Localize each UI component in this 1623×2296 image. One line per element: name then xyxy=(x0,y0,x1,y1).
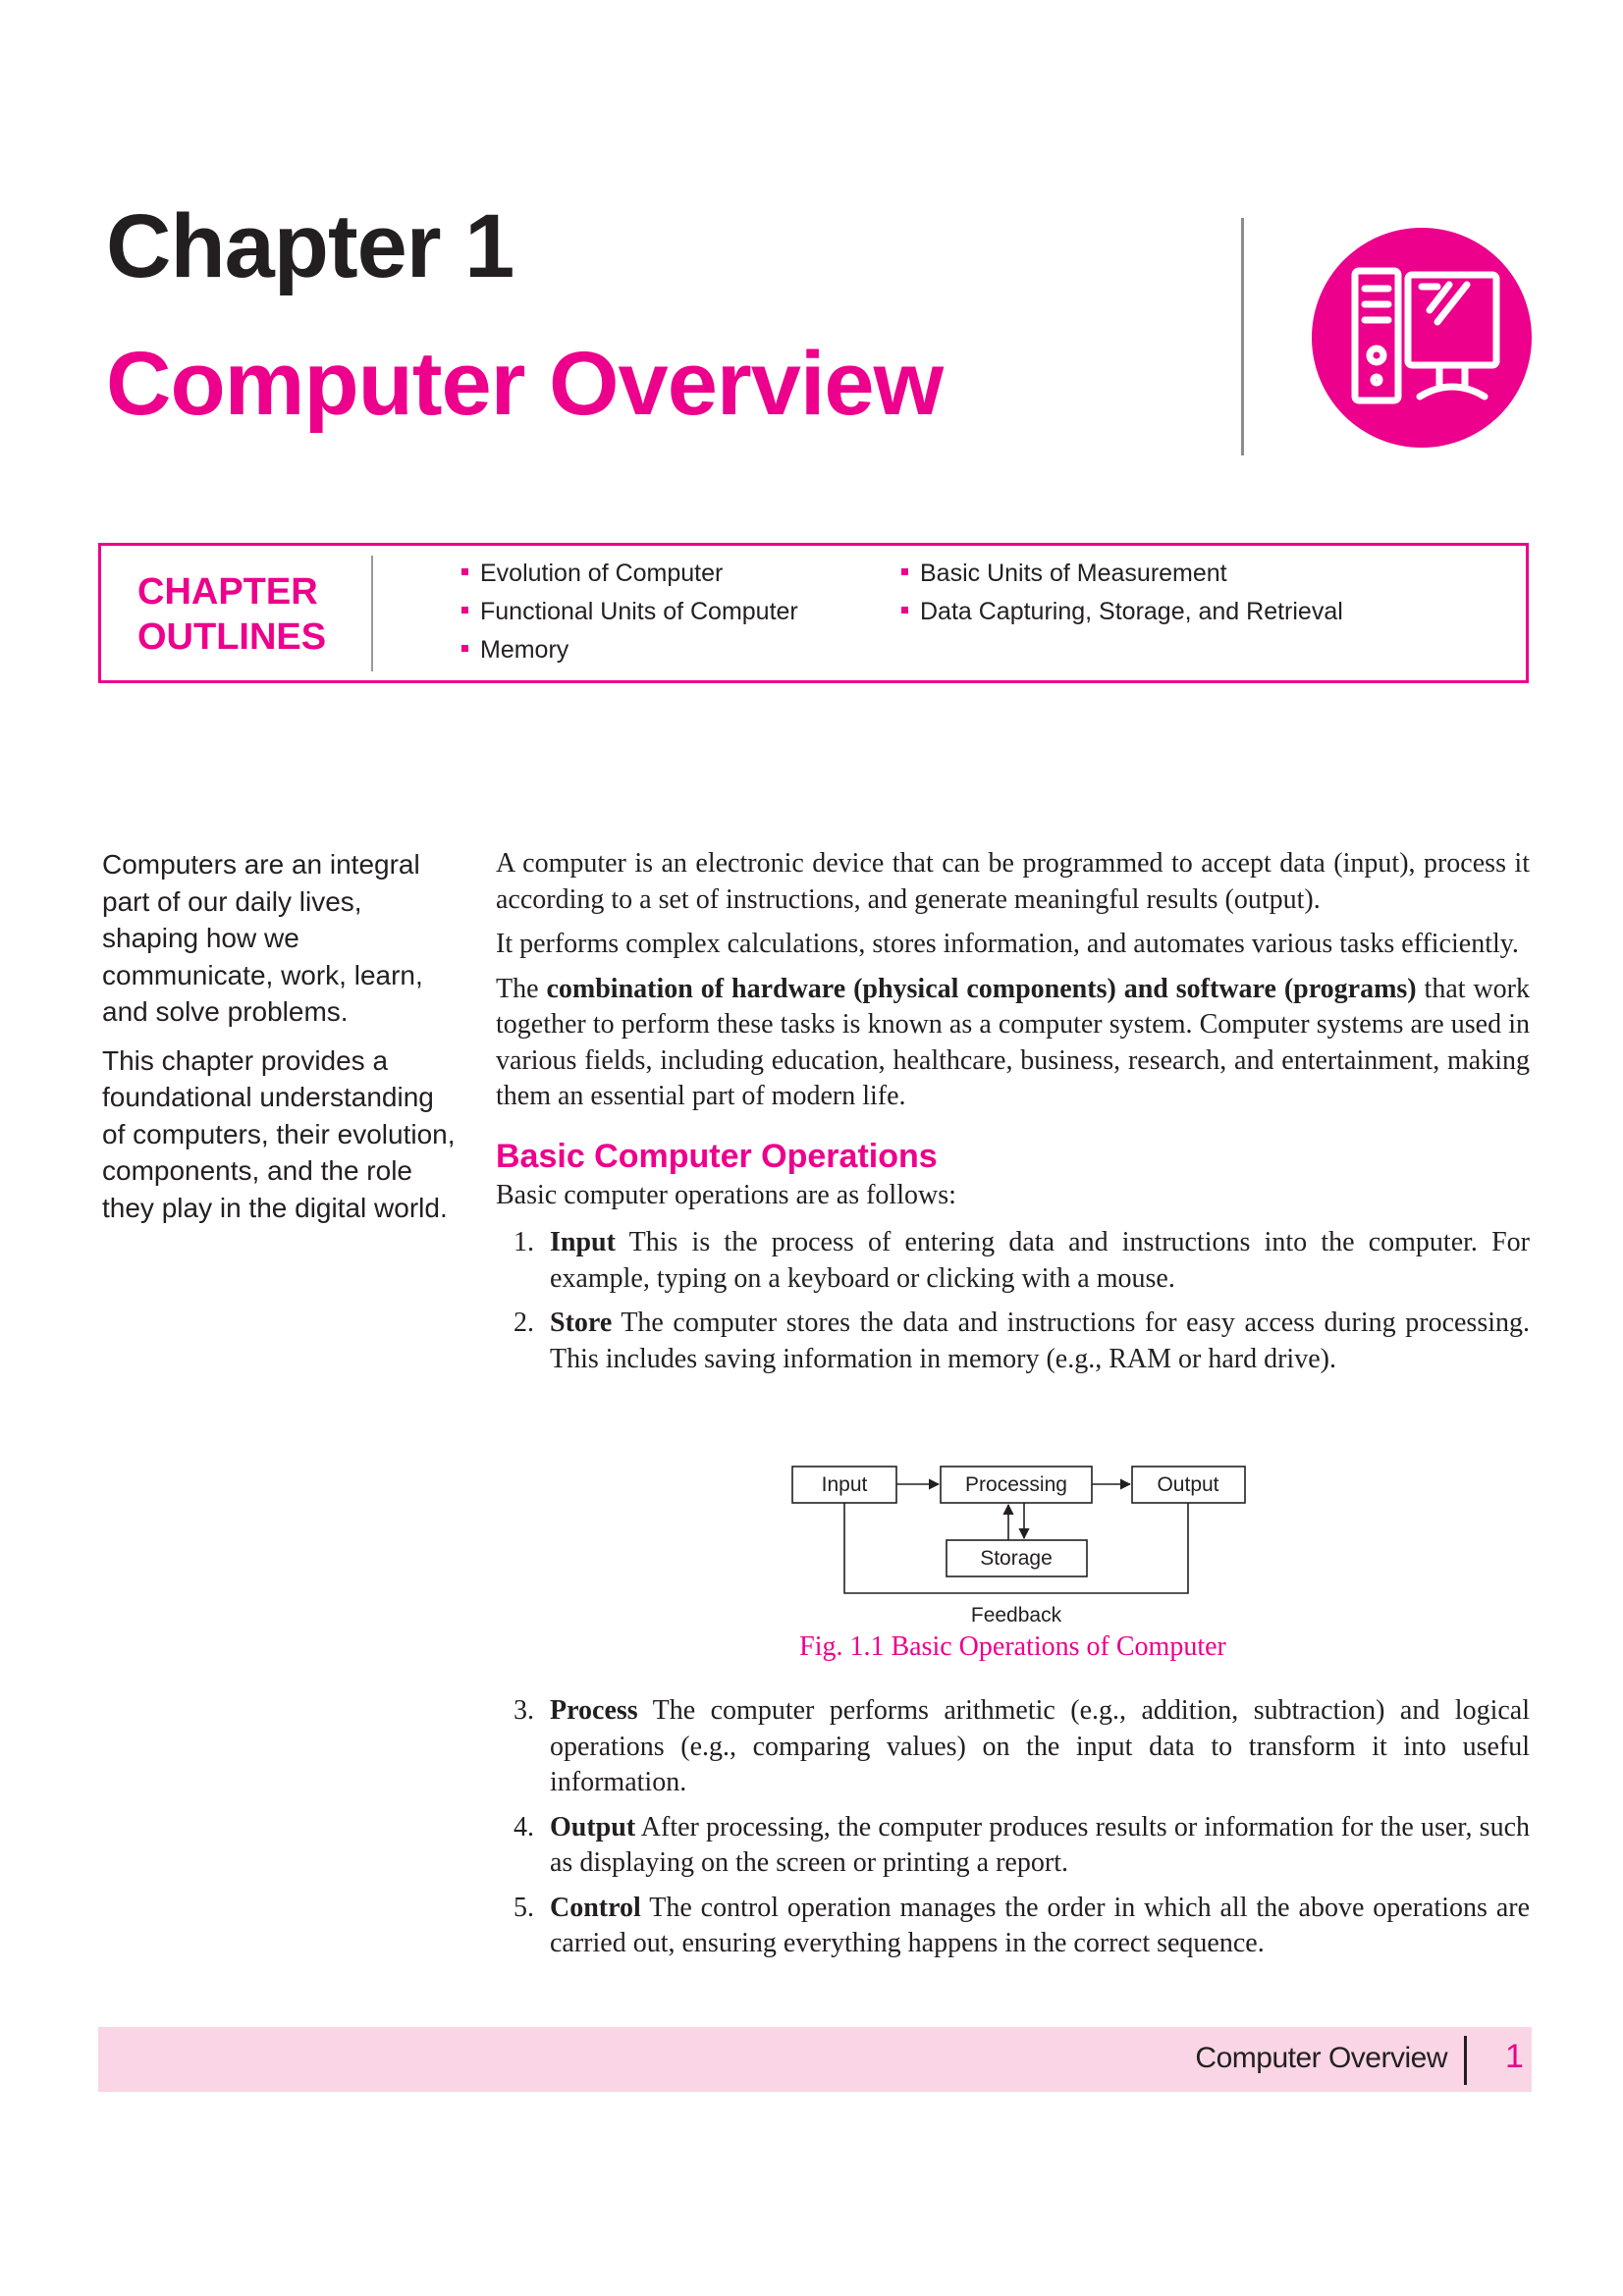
list-text: This is the process of entering data and instructions into the computer. For example, typing on a keyboard or clicking with a mouse. xyxy=(550,1227,1530,1294)
list-item xyxy=(496,1225,1530,1297)
sidebar-paragraph: Computers are an integral part of our daily lives, shaping how we communicate, work, learn, and solve problems. xyxy=(102,849,423,1027)
storage-label: Storage xyxy=(980,1547,1053,1570)
list-term: Store xyxy=(550,1308,613,1338)
outline-item: Memory xyxy=(460,631,798,669)
list-term: Process xyxy=(550,1695,638,1726)
header-divider xyxy=(1241,218,1244,455)
outlines-column-1 xyxy=(460,555,798,669)
list-number: 1. xyxy=(514,1227,534,1257)
list-number: 2. xyxy=(514,1308,534,1338)
feedback-label: Feedback xyxy=(970,1604,1062,1627)
list-item xyxy=(496,1693,1530,1801)
body-paragraph xyxy=(496,972,1530,1115)
processing-label: Processing xyxy=(965,1473,1067,1496)
list-item xyxy=(496,1810,1530,1882)
chapter-title: Computer Overview xyxy=(106,334,944,434)
body-bold-text: combination of hardware (physical components) and software (programs) xyxy=(546,973,1417,1004)
body-paragraph: A computer is an electronic device that can be programmed to accept data (input), process it according to a set of instructions, and generate meaningful results (output). xyxy=(496,848,1530,915)
desktop-computer-icon-graphic xyxy=(1312,228,1532,448)
chapter-outlines-heading xyxy=(137,569,353,660)
output-label: Output xyxy=(1157,1473,1219,1496)
list-number: 4. xyxy=(514,1811,534,1842)
list-term: Output xyxy=(550,1811,636,1842)
operations-list xyxy=(496,1693,1530,1962)
main-body xyxy=(496,846,1530,1386)
list-number: 3. xyxy=(514,1695,534,1726)
outlines-heading-line-2: OUTLINES xyxy=(137,616,327,658)
main-body-continued xyxy=(496,1693,1530,1971)
body-text: that work together to perform these tasks is known as a computer system. Computer systems are used in various fields, including education, healthcare, business, research, and entertainment, making them an essential part of modern life. xyxy=(496,973,1531,1111)
list-term: Input xyxy=(550,1227,616,1257)
sidebar-intro xyxy=(102,846,456,1238)
outline-item: Evolution of Computer xyxy=(460,555,798,593)
list-text: The control operation manages the order in which all the above operations are carried out, ensuring everything happens in the correct sequence. xyxy=(550,1892,1530,1958)
list-number: 5. xyxy=(514,1892,534,1923)
footer-divider xyxy=(1464,2036,1467,2085)
page-number: 1 xyxy=(1505,2038,1524,2075)
basic-operations-diagram xyxy=(785,1458,1257,1634)
list-text: The computer performs arithmetic (e.g., addition, subtraction) and logical operations (e.g., comparing values) on the input data to transform it into useful information. xyxy=(550,1695,1530,1797)
outlines-column-2 xyxy=(899,555,1343,631)
outlines-divider xyxy=(371,556,373,671)
figure-caption: Fig. 1.1 Basic Operations of Computer xyxy=(799,1631,1226,1662)
footer-title: Computer Overview xyxy=(1195,2042,1447,2074)
body-paragraph: It performs complex calculations, stores information, and automates various tasks efficiently. xyxy=(496,929,1519,959)
chapter-label: Chapter 1 xyxy=(106,196,514,296)
outline-item: Basic Units of Measurement xyxy=(899,555,1343,593)
input-label: Input xyxy=(821,1473,868,1496)
section-intro: Basic computer operations are as follows: xyxy=(496,1179,956,1210)
list-term: Control xyxy=(550,1892,641,1923)
outlines-heading-line-1: CHAPTER xyxy=(137,571,318,613)
body-text: The xyxy=(496,973,547,1004)
outline-item: Data Capturing, Storage, and Retrieval xyxy=(899,593,1343,631)
sidebar-paragraph: This chapter provides a foundational understanding of computers, their evolution, components, and the role they play in the digital world. xyxy=(102,1044,456,1223)
operations-list xyxy=(496,1225,1530,1377)
outline-item: Functional Units of Computer xyxy=(460,593,798,631)
list-text: The computer stores the data and instructions for easy access during processing. This includes saving information in memory (e.g., RAM or hard drive). xyxy=(550,1308,1530,1374)
list-item xyxy=(496,1891,1530,1962)
list-text: After processing, the computer produces results or information for the user, such as displaying on the screen or printing a report. xyxy=(550,1811,1530,1878)
section-heading: Basic Computer Operations xyxy=(496,1137,938,1175)
list-item xyxy=(496,1306,1530,1377)
desktop-computer-icon xyxy=(1312,228,1532,448)
